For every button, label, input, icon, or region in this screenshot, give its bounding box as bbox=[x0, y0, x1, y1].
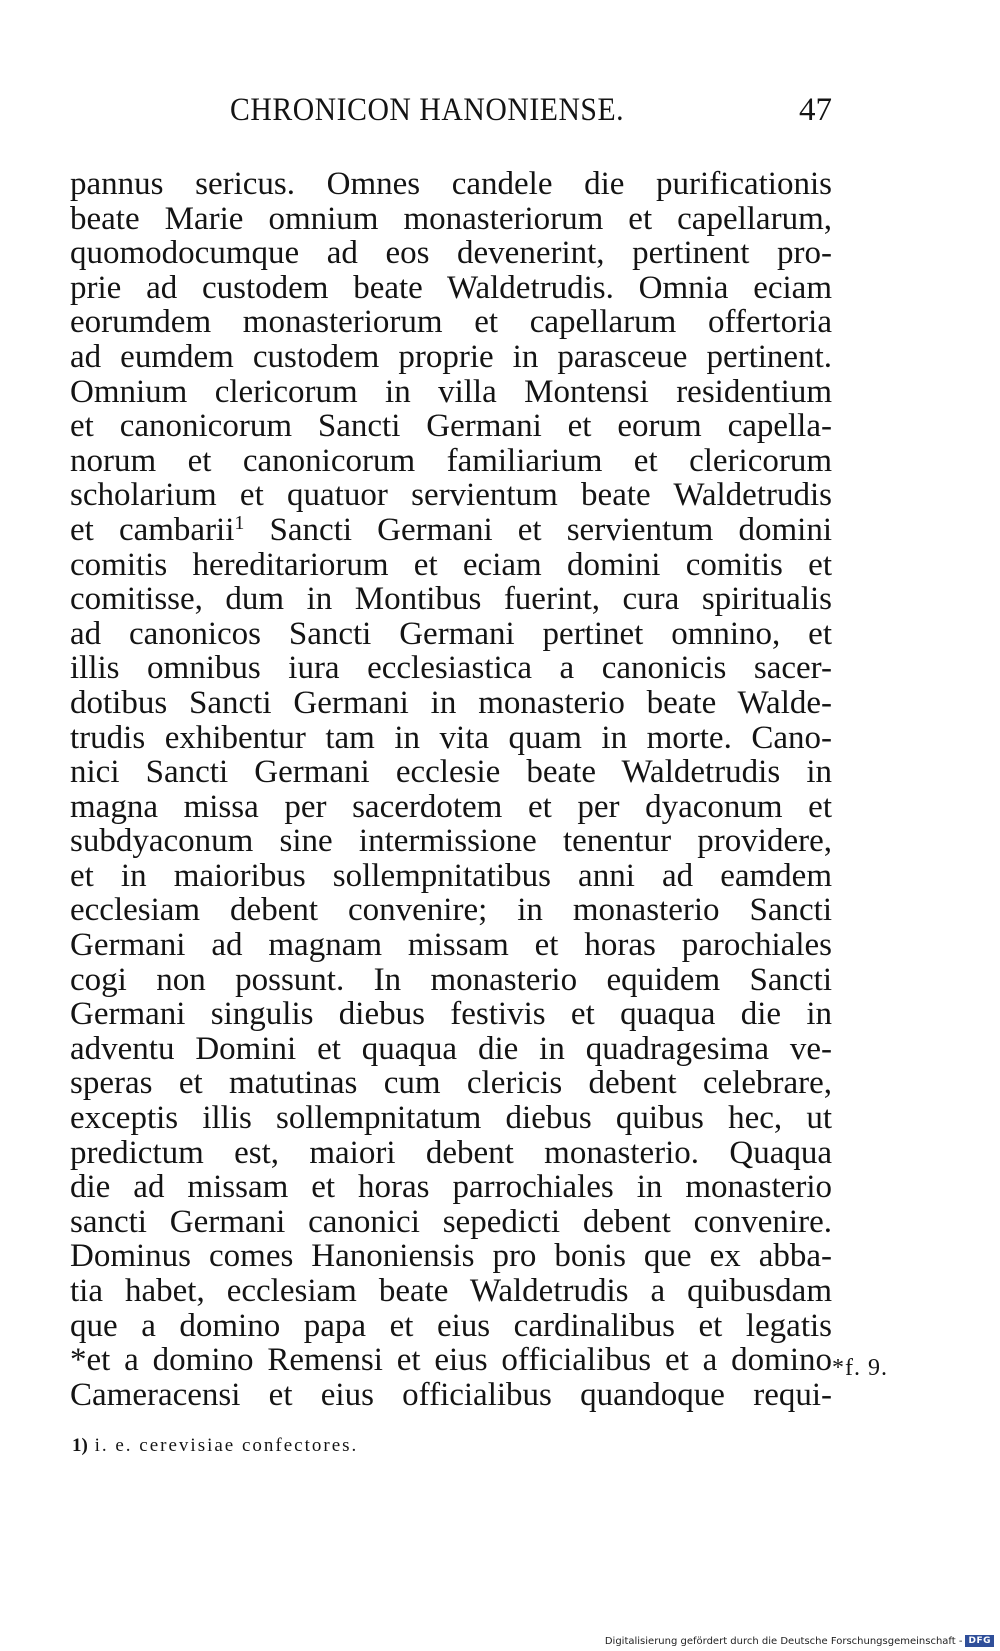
text-line: magna missa per sacerdotem et per dyaconum et bbox=[70, 788, 832, 825]
text-line: ad canonicos Sancti Germani pertinet omnino, et bbox=[70, 615, 832, 652]
footnote-text: i. e. cerevisiae confectores. bbox=[87, 1435, 359, 1456]
text-line: et canonicorum Sancti Germani et eorum capella- bbox=[70, 408, 832, 445]
text-line: beate Marie omnium monasteriorum et capellarum, bbox=[70, 200, 832, 237]
text-line: comitisse, dum in Montibus fuerint, cura spiritualis bbox=[70, 581, 832, 618]
text-segment: et cambarii bbox=[70, 511, 235, 548]
running-head: CHRONICON HANONIENSE. bbox=[230, 92, 625, 128]
text-line: norum et canonicorum familiarium et clericorum bbox=[70, 442, 832, 479]
text-line: speras et matutinas cum clericis debent celebrare, bbox=[70, 1065, 832, 1102]
footnote bbox=[72, 1435, 358, 1457]
text-line: illis omnibus iura ecclesiastica a canonicis sacer- bbox=[70, 650, 832, 687]
text-line: pannus sericus. Omnes candele die purificationis bbox=[70, 166, 832, 202]
text-line: comitis hereditariorum et eciam domini comitis et bbox=[70, 546, 832, 583]
text-line: Cameracensi et eius officialibus quandoque requi- bbox=[70, 1376, 832, 1413]
digitization-credit bbox=[605, 1635, 994, 1647]
text-line: nici Sancti Germani ecclesie beate Waldetrudis in bbox=[70, 754, 832, 791]
page-number: 47 bbox=[799, 92, 832, 128]
text-line: trudis exhibentur tam in vita quam in morte. Cano- bbox=[70, 719, 832, 756]
text-line: eorumdem monasteriorum et capellarum offertoria bbox=[70, 304, 832, 341]
text-line: tia habet, ecclesiam beate Waldetrudis a quibusdam bbox=[70, 1273, 832, 1309]
dfg-logo: DFG bbox=[965, 1635, 994, 1647]
text-line: prie ad custodem beate Waldetrudis. Omnia eciam bbox=[70, 269, 832, 306]
text-line: adventu Domini et quaqua die in quadragesima ve- bbox=[70, 1030, 832, 1067]
text-line: ad eumdem custodem proprie in parasceue pertinent. bbox=[70, 338, 832, 375]
text-line: et in maioribus sollempnitatibus anni ad eamdem bbox=[70, 857, 832, 894]
text-line: scholarium et quatuor servientum beate Waldetrudis bbox=[70, 477, 832, 514]
text-line: Germani singulis diebus festivis et quaqua die in bbox=[70, 996, 832, 1033]
text-segment: Sancti Germani et servientum domini bbox=[244, 511, 832, 548]
text-line: Omnium clericorum in villa Montensi residentium bbox=[70, 373, 832, 410]
text-line: ecclesiam debent convenire; in monasterio Sancti bbox=[70, 892, 832, 929]
text-line: sancti Germani canonici sepedicti debent convenire. bbox=[70, 1203, 832, 1240]
credit-text: Digitalisierung gefördert durch die Deutsche Forschungsgemeinschaft - bbox=[604, 1635, 963, 1647]
text-line: *et a domino Remensi et eius officialibus et a domino bbox=[70, 1342, 832, 1379]
text-line: exceptis illis sollempnitatum diebus quibus hec, ut bbox=[70, 1100, 832, 1137]
text-line: Dominus comes Hanoniensis pro bonis que ex abba- bbox=[70, 1238, 832, 1275]
folio-margin-note: *f. 9. bbox=[832, 1355, 888, 1381]
text-line: cogi non possunt. In monasterio equidem Sancti bbox=[70, 961, 832, 998]
footnote-number: 1) bbox=[72, 1435, 88, 1456]
text-line: que a domino papa et eius cardinalibus et legatis bbox=[70, 1307, 832, 1344]
text-line: Germani ad magnam missam et horas parochiales bbox=[70, 927, 832, 964]
text-line-with-footnote-ref bbox=[70, 513, 832, 548]
text-line: die ad missam et horas parrochiales in monasterio bbox=[70, 1169, 832, 1206]
text-line: dotibus Sancti Germani in monasterio beate Walde- bbox=[70, 684, 832, 721]
page-header bbox=[70, 92, 832, 140]
body-text bbox=[70, 167, 832, 1412]
text-line: predictum est, maiori debent monasterio. Quaqua bbox=[70, 1134, 832, 1171]
text-line: subdyaconum sine intermissione tenentur providere, bbox=[70, 823, 832, 860]
footnote-reference: 1 bbox=[234, 511, 245, 534]
text-line: quomodocumque ad eos devenerint, pertinent pro- bbox=[70, 235, 832, 272]
